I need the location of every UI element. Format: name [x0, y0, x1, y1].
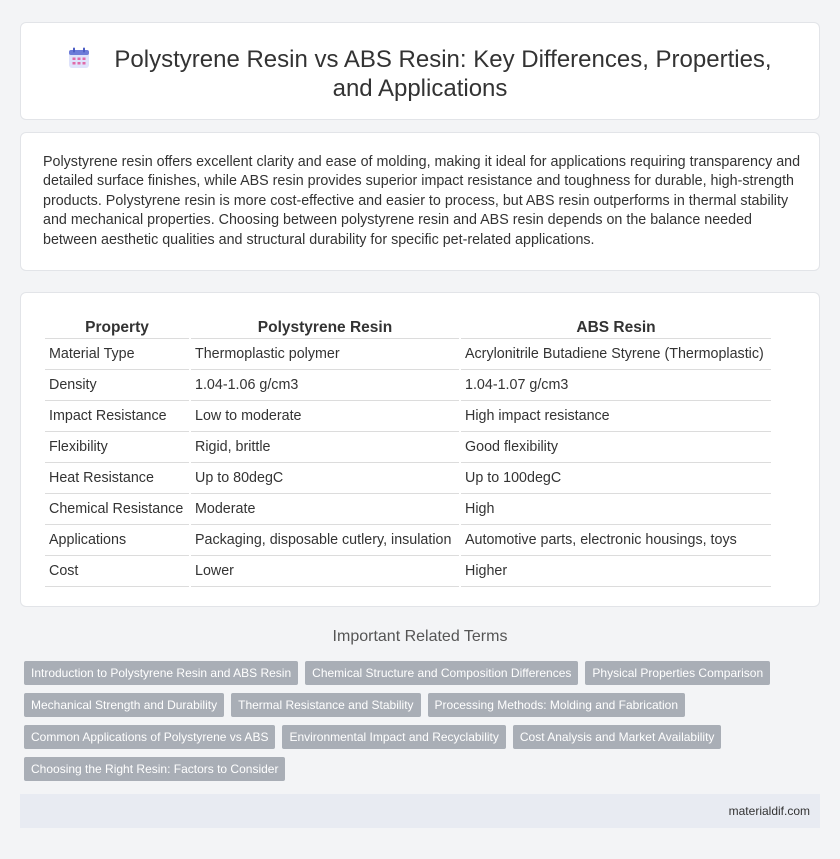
row-abs: High impact resistance [461, 401, 771, 432]
header-property: Property [45, 313, 189, 339]
table-header-row [45, 313, 771, 339]
row-polystyrene: Moderate [191, 494, 459, 525]
page-title [21, 45, 819, 103]
related-term-tag[interactable]: Cost Analysis and Market Availability [513, 725, 722, 749]
footer-site-link[interactable]: materialdif.com [728, 804, 810, 818]
table-row [45, 525, 771, 556]
row-abs: Good flexibility [461, 432, 771, 463]
related-term-tag[interactable]: Thermal Resistance and Stability [231, 693, 420, 717]
row-property: Density [45, 370, 189, 401]
related-term-tag[interactable]: Common Applications of Polystyrene vs ABS [24, 725, 275, 749]
related-term-tag[interactable]: Introduction to Polystyrene Resin and ABS Resin [24, 661, 298, 685]
row-polystyrene: 1.04-1.06 g/cm3 [191, 370, 459, 401]
table-row [45, 556, 771, 587]
related-term-tag[interactable]: Choosing the Right Resin: Factors to Consider [24, 757, 285, 781]
row-polystyrene: Thermoplastic polymer [191, 339, 459, 370]
table-row [45, 370, 771, 401]
header-polystyrene: Polystyrene Resin [191, 313, 459, 339]
row-polystyrene: Lower [191, 556, 459, 587]
row-polystyrene: Rigid, brittle [191, 432, 459, 463]
calendar-grid-icon [68, 47, 90, 69]
related-term-tag[interactable]: Physical Properties Comparison [585, 661, 770, 685]
row-abs: 1.04-1.07 g/cm3 [461, 370, 771, 401]
row-property: Applications [45, 525, 189, 556]
footer-bar [20, 794, 820, 828]
row-abs: Higher [461, 556, 771, 587]
header-card [20, 22, 820, 120]
row-property: Material Type [45, 339, 189, 370]
row-property: Heat Resistance [45, 463, 189, 494]
table-row [45, 463, 771, 494]
row-abs: High [461, 494, 771, 525]
row-polystyrene: Packaging, disposable cutlery, insulation [191, 525, 459, 556]
row-abs: Automotive parts, electronic housings, toys [461, 525, 771, 556]
row-abs: Acrylonitrile Butadiene Styrene (Thermoplastic) [461, 339, 771, 370]
comparison-card [20, 292, 820, 607]
intro-paragraph: Polystyrene resin offers excellent clarity and ease of molding, making it ideal for applications requiring transparency and detailed surface finishes, while ABS resin provides superior impact resistance and toughness for durable, high-strength products. Polystyrene resin is more cost-effective and easier to process, but ABS resin outperforms in thermal stability and mechanical properties. Choosing between polystyrene resin and ABS resin depends on the balance needed between aesthetic qualities and structural durability for specific pet-related applications. [43, 154, 801, 248]
table-row [45, 432, 771, 463]
row-property: Chemical Resistance [45, 494, 189, 525]
related-terms-title: Important Related Terms [332, 628, 508, 645]
row-abs: Up to 100degC [461, 463, 771, 494]
table-row [45, 494, 771, 525]
related-terms-list [24, 661, 814, 781]
table-row [45, 339, 771, 370]
comparison-table [43, 313, 773, 587]
row-property: Flexibility [45, 432, 189, 463]
row-property: Cost [45, 556, 189, 587]
table-row [45, 401, 771, 432]
related-term-tag[interactable]: Environmental Impact and Recyclability [282, 725, 505, 749]
row-polystyrene: Low to moderate [191, 401, 459, 432]
header-abs: ABS Resin [461, 313, 771, 339]
row-polystyrene: Up to 80degC [191, 463, 459, 494]
related-term-tag[interactable]: Processing Methods: Molding and Fabrication [428, 693, 685, 717]
intro-card [20, 132, 820, 271]
related-term-tag[interactable]: Mechanical Strength and Durability [24, 693, 224, 717]
row-property: Impact Resistance [45, 401, 189, 432]
page-title-text: Polystyrene Resin vs ABS Resin: Key Differences, Properties, and Applications [114, 46, 772, 102]
related-term-tag[interactable]: Chemical Structure and Composition Differences [305, 661, 578, 685]
